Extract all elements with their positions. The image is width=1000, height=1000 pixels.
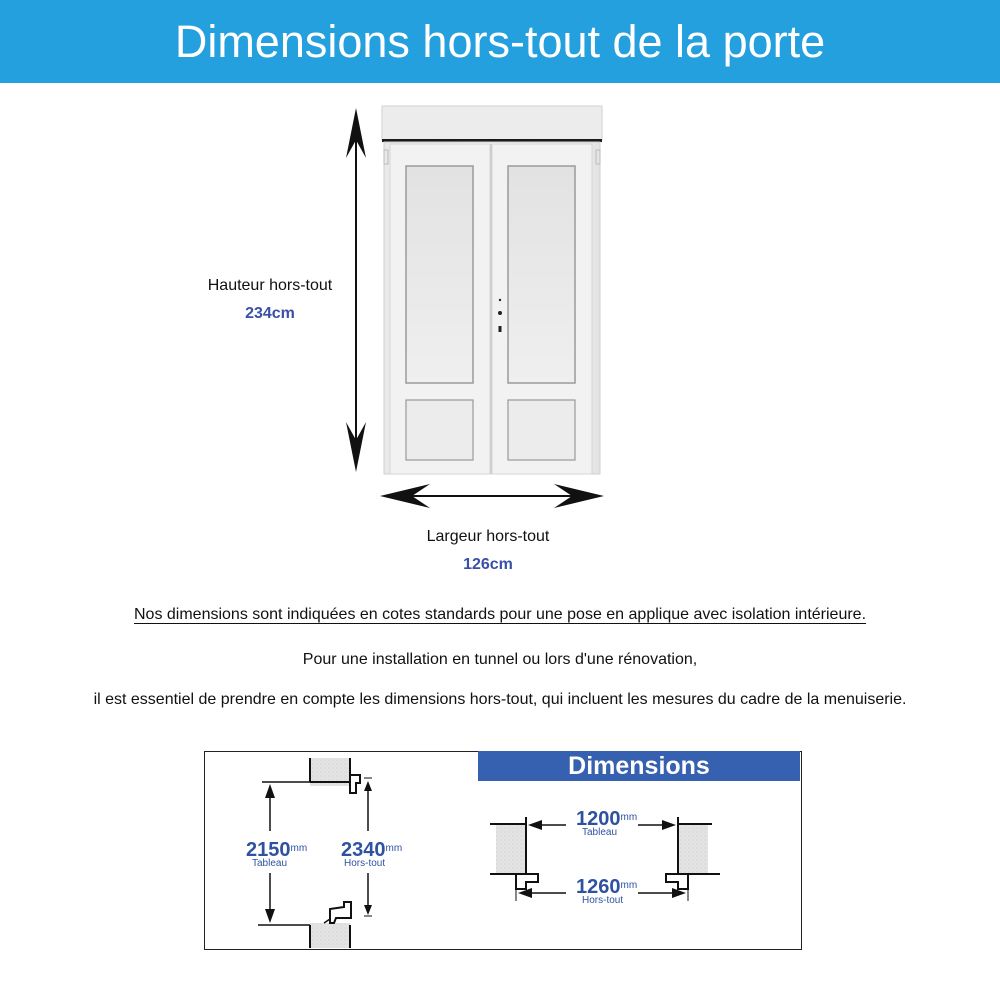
horizontal-tableau-dimension: $1200^{mm}$ Tableau [576, 808, 638, 838]
dimensions-panel-title: Dimensions [478, 751, 800, 781]
page-header [0, 0, 1000, 83]
standard-dimensions-note: Nos dimensions sont indiquées en cotes standards pour une pose en applique avec isolation intérieure. [133, 606, 867, 623]
horizontal-hors-tout-dimension: $1260^{mm}$ Hors-tout [576, 876, 638, 906]
hors-tout-note: il est essentiel de prendre en compte les dimensions hors-tout, qui incluent les mesures du cadre de la menuiserie. [93, 691, 907, 708]
vertical-hors-tout-dimension: $2340^{mm}$ Hors-tout [341, 839, 403, 869]
width-arrow [380, 484, 604, 508]
page-title: Dimensions hors-tout de la porte [174, 15, 826, 67]
door-illustration [330, 100, 620, 520]
width-value: 126cm [463, 556, 513, 573]
tunnel-install-note: Pour une installation en tunnel ou lors d'une rénovation, [302, 651, 698, 668]
vertical-tableau-dimension: $2150^{mm}$ Tableau [246, 839, 308, 869]
width-label: Largeur hors-tout [426, 528, 550, 545]
height-label: Hauteur hors-tout [207, 277, 333, 294]
height-value: 234cm [245, 305, 295, 322]
